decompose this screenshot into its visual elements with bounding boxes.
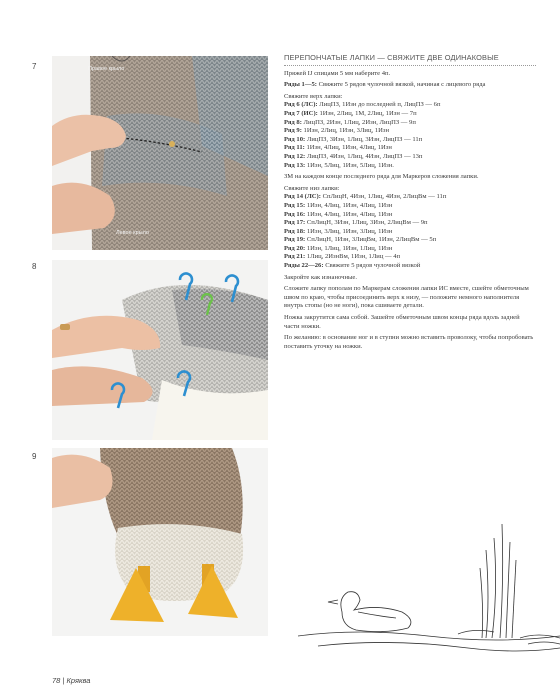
- pattern-row: Ряд 21: 1Лиц, 2ИзнВм, 1Изн, 1Лиц — 4п: [284, 253, 401, 261]
- marker-note: ЗМ на каждом конце последнего ряда для Маркеров сложения лапки.: [284, 173, 479, 181]
- step-number-7: 7: [32, 62, 37, 71]
- pattern-row: Ряды 22—26: Свяжите 5 рядов чулочной вязкой: [284, 262, 421, 270]
- step-number-8: 8: [32, 262, 37, 271]
- pattern-text: [284, 54, 536, 354]
- pattern-row: Ряд 16: 1Изн, 4Лиц, 1Изн, 4Лиц, 1Изн: [284, 210, 393, 218]
- section-heading: ПЕРЕПОНЧАТЫЕ ЛАПКИ — СВЯЖИТЕ ДВЕ ОДИНАКОВЫЕ: [284, 54, 536, 66]
- pattern-row: Ряд 10: ЛицПЗ, 3Изн, 1Лиц, 3Изн, ЛицПЗ — 11п: [284, 135, 423, 143]
- page-number: 78: [52, 676, 61, 685]
- pattern-row: Ряд 13: 1Изн, 5Лиц, 1Изн, 5Лиц, 1Изн.: [284, 161, 394, 169]
- footer-separator: |: [62, 676, 65, 685]
- pattern-row: Ряд 12: ЛицПЗ, 4Изн, 1Лиц, 4Изн, ЛицПЗ — 13п: [284, 152, 423, 160]
- step-number-9: 9: [32, 452, 37, 461]
- pattern-row: Ряд 9: 1Изн, 2Лиц, 1Изн, 3Лиц, 1Изн: [284, 127, 389, 135]
- pattern-row: Ряд 11: 1Изн, 4Лиц, 1Изн, 4Лиц, 1Изн: [284, 144, 392, 152]
- pattern-row: Ряд 20: 1Изн, 1Лиц, 1Изн, 1Лиц, 1Изн: [284, 244, 393, 252]
- pattern-row: Ряд 17: СпЛицН, 3Изн, 1Лиц, 3Изн, 2ЛицВм — 9п: [284, 219, 428, 227]
- page-footer: [52, 676, 90, 685]
- top-rows: [284, 101, 536, 170]
- pattern-row: Ряд 6 (ЛС): ЛицПЗ, 1Изн до последней п, ЛицПЗ — 6п: [284, 101, 441, 109]
- pattern-row: Ряд 18: 1Изн, 3Лиц, 1Изн, 3Лиц, 1Изн: [284, 227, 393, 235]
- pattern-row: Ряд 15: 1Изн, 4Лиц, 1Изн, 4Лиц, 1Изн: [284, 201, 393, 209]
- assembly-text-2: Ножка закрутится сама собой. Зашейте обметочным швом концы ряда вдоль задней части ножки.: [284, 314, 520, 330]
- intro-text: Пряжей IJ спицами 5 мм наберите 4п.: [284, 69, 391, 77]
- pattern-row: Ряд 8: ЛицПЗ, 2Изн, 1Лиц, 2Изн, ЛицПЗ — 9п: [284, 118, 416, 126]
- step-7-photo: [52, 56, 268, 250]
- step-8-photo: [52, 260, 268, 440]
- book-title: Кряква: [66, 676, 91, 685]
- pattern-row: Ряд 14 (ЛС): СпЛицН, 4Изн, 1Лиц, 4Изн, 2ЛицВм — 11п: [284, 193, 447, 201]
- bottom-heading: Свяжите низ лапки:: [284, 184, 340, 192]
- assembly-text-1: Сложите лапку пополам по Маркерам сложения лапки ИС вместе, сшейте обметочным швом по краю, чтобы присоединить верх к низу, — положите немного наполнителя внутрь стопы (но не ноги), пока сшиваете детали.: [284, 285, 529, 310]
- duck-sketch-illustration: [298, 520, 560, 700]
- pattern-row: Ряд 7 (ИС): 1Изн, 2Лиц, 1М, 2Лиц, 1Изн — 7п: [284, 109, 417, 117]
- optional-text: По желанию: в основание ног и в ступни можно вставить проволоку, чтобы попробовать поставить уточку на ножки.: [284, 334, 534, 350]
- label-left-wing: Левое крыло: [116, 230, 149, 236]
- label-right-wing: Правое крыло: [88, 66, 125, 72]
- close-off-text: Закройте как изнаночные.: [284, 273, 357, 281]
- rows-1-5: Ряды 1—5: Свяжите 5 рядов чулочной вязкой, начиная с лицевого ряда: [284, 81, 486, 89]
- step-9-photo: [52, 448, 268, 636]
- pattern-row: Ряд 19: СпЛицН, 1Изн, 3ЛицВм, 1Изн, 2ЛицВм — 5п: [284, 236, 437, 244]
- top-heading: Свяжите верх лапки:: [284, 92, 343, 100]
- bottom-rows: [284, 193, 536, 270]
